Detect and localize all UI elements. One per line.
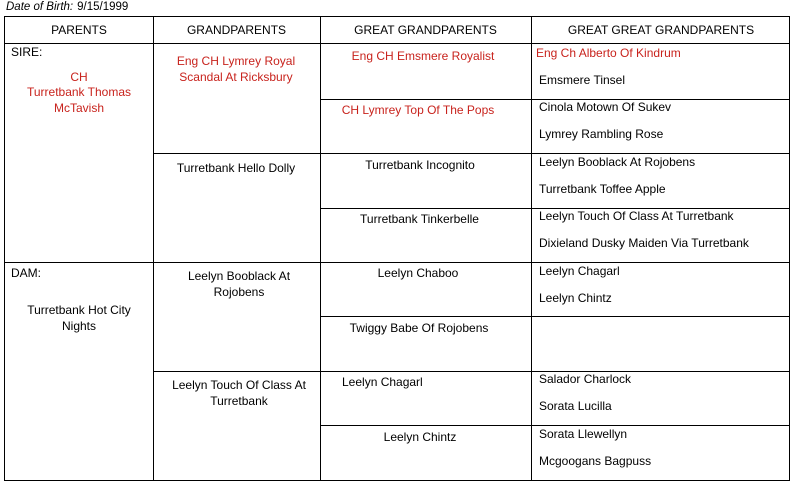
- date-of-birth-value: 9/15/1999: [77, 1, 129, 13]
- gggp-1: Eng Ch Alberto Of Kindrum: [536, 46, 681, 60]
- gggp-15: Sorata Llewellyn: [539, 427, 628, 441]
- row-divider: [153, 371, 789, 372]
- sire-name: Turretbank Thomas McTavish: [26, 85, 132, 115]
- date-of-birth-label: Date of Birth:: [6, 1, 74, 13]
- header-great-great-grandparents: GREAT GREAT GRANDPARENTS: [567, 23, 755, 37]
- ggp-5: Leelyn Chaboo: [377, 266, 459, 280]
- gggp-16: Mcgoogans Bagpuss: [539, 454, 652, 468]
- header-parents: PARENTS: [51, 23, 107, 37]
- date-of-birth: [6, 0, 128, 15]
- sire-dam-divider: [5, 262, 789, 263]
- gggp-9: Leelyn Chagarl: [539, 264, 620, 278]
- gggp-3: Cinola Motown Of Sukev: [539, 100, 672, 114]
- dam-granddam: Leelyn Touch Of Class At Turretbank: [172, 378, 306, 408]
- column-divider: [531, 17, 532, 480]
- dam-label: DAM:: [11, 266, 41, 280]
- sire-granddam: Turretbank Hello Dolly: [176, 161, 296, 175]
- header-divider: [5, 43, 789, 44]
- gggp-14: Sorata Lucilla: [539, 399, 612, 413]
- ggp-4: Turretbank Tinkerbelle: [360, 212, 479, 226]
- header-grandparents: GRANDPARENTS: [186, 23, 287, 37]
- gggp-6: Turretbank Toffee Apple: [539, 182, 666, 196]
- dam-grandsire: Leelyn Booblack At Rojobens: [187, 269, 291, 299]
- ggp-8: Leelyn Chintz: [383, 430, 457, 444]
- gggp-5: Leelyn Booblack At Rojobens: [539, 155, 696, 169]
- ggp-6: Twiggy Babe Of Rojobens: [349, 321, 489, 335]
- gggp-2: Emsmere Tinsel: [539, 73, 626, 87]
- ggp-2: CH Lymrey Top Of The Pops: [341, 103, 495, 117]
- ggp-3: Turretbank Incognito: [365, 158, 475, 172]
- sire-grandsire: Eng CH Lymrey Royal Scandal At Ricksbury: [176, 54, 296, 84]
- row-divider: [320, 316, 789, 317]
- gggp-7: Leelyn Touch Of Class At Turretbank: [539, 209, 734, 223]
- gggp-13: Salador Charlock: [539, 372, 632, 386]
- header-great-grandparents: GREAT GRANDPARENTS: [354, 23, 497, 37]
- ggp-1: Eng CH Emsmere Royalist: [351, 49, 495, 63]
- gggp-8: Dixieland Dusky Maiden Via Turretbank: [539, 236, 749, 250]
- dam-name: Turretbank Hot City Nights: [27, 303, 131, 333]
- column-divider: [153, 17, 154, 480]
- gggp-10: Leelyn Chintz: [539, 291, 612, 305]
- ggp-7: Leelyn Chagarl: [342, 375, 423, 389]
- pedigree-table: [4, 16, 790, 481]
- column-divider: [320, 17, 321, 480]
- gggp-4: Lymrey Rambling Rose: [539, 127, 664, 141]
- sire-label: SIRE:: [11, 45, 43, 59]
- sire-title: CH: [70, 70, 88, 84]
